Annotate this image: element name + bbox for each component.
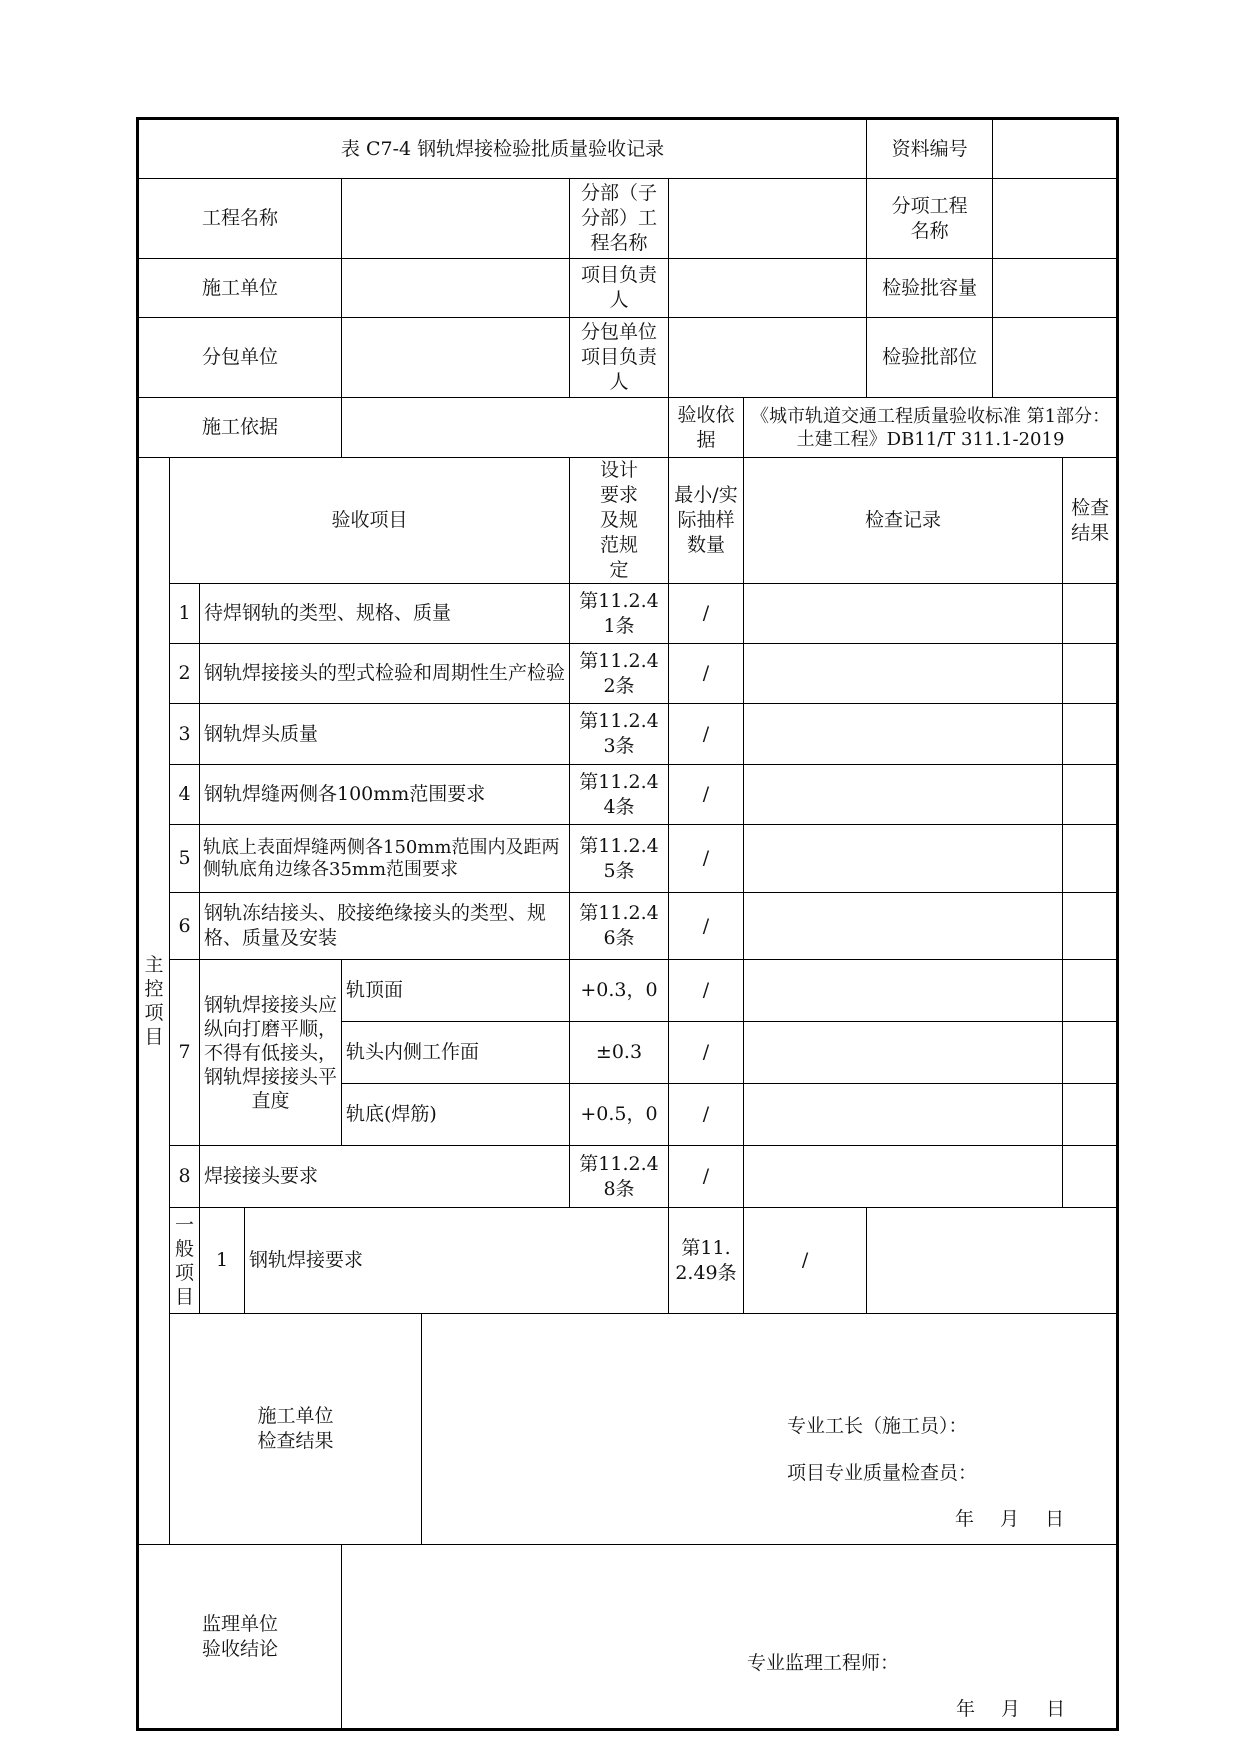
batch-capacity-value[interactable] — [993, 259, 1118, 318]
constructor-check-area[interactable] — [422, 1314, 1118, 1545]
sub-item-req: +0.5，0 — [570, 1084, 669, 1146]
item-sample: / — [669, 584, 744, 644]
item-req: 第11.2.48条 — [570, 1146, 669, 1208]
item-req: 第11.2.45条 — [570, 825, 669, 893]
item-result[interactable] — [1063, 644, 1118, 704]
acceptance-basis-value: 《城市轨道交通工程质量验收标准 第1部分：土建工程》DB11/T 311.1-2019 — [744, 398, 1118, 458]
sub-manager-value[interactable] — [669, 318, 867, 398]
item-result[interactable] — [1063, 765, 1118, 825]
item-record[interactable] — [744, 644, 1063, 704]
project-name-value[interactable] — [342, 179, 570, 259]
month-label: 月 — [1000, 1508, 1020, 1530]
project-manager-value[interactable] — [669, 259, 867, 318]
general-label — [170, 1208, 200, 1314]
item-name: 钢轨焊接要求 — [245, 1208, 669, 1314]
batch-location-label: 检验批部位 — [867, 318, 993, 398]
item-name: 钢轨焊接接头的型式检验和周期性生产检验 — [200, 644, 570, 704]
item-result[interactable] — [1063, 704, 1118, 765]
acceptance-basis-label: 验收依据 — [669, 398, 744, 458]
doc-no-label: 资料编号 — [867, 119, 993, 179]
item-name: 钢轨冻结接头、胶接绝缘接头的类型、规格、质量及安装 — [200, 893, 570, 960]
item-record[interactable] — [744, 893, 1063, 960]
constructor-date[interactable] — [929, 1507, 1064, 1532]
item-req: 第11.2.44条 — [570, 765, 669, 825]
sub-item-req: +0.3，0 — [570, 960, 669, 1022]
item-record[interactable] — [744, 1022, 1063, 1084]
project-manager-label: 项目负责人 — [570, 259, 669, 318]
main-control-text: 主控项目 — [144, 954, 164, 1048]
supervisor-date[interactable] — [930, 1697, 1065, 1722]
item-sample: / — [669, 765, 744, 825]
item-no: 8 — [170, 1146, 200, 1208]
item-no: 6 — [170, 893, 200, 960]
item-no: 3 — [170, 704, 200, 765]
item-record[interactable] — [867, 1208, 1118, 1314]
supervisor-check-label — [138, 1545, 342, 1730]
item7-desc — [200, 960, 342, 1146]
item-name — [200, 825, 570, 893]
item-req: 第11.2.46条 — [570, 893, 669, 960]
constructor-value[interactable] — [342, 259, 570, 318]
constructor-label: 施工单位 — [138, 259, 342, 318]
inspector-signature-label: 项目专业质量检查员： — [787, 1462, 978, 1484]
item-result[interactable] — [1063, 960, 1118, 1022]
item-no: 7 — [170, 960, 200, 1146]
item-name: 钢轨焊缝两侧各100mm范围要求 — [200, 765, 570, 825]
col-sample-header: 最小/实际抽样数量 — [669, 458, 744, 584]
item-name: 待焊钢轨的类型、规格、质量 — [200, 584, 570, 644]
item-req: 第11.2.43条 — [570, 704, 669, 765]
item-record[interactable] — [744, 1084, 1063, 1146]
item-sample: / — [744, 1208, 867, 1314]
doc-no-value[interactable] — [993, 119, 1118, 179]
subcontractor-value[interactable] — [342, 318, 570, 398]
supervisor-check-text: 监理单位验收结论 — [201, 1612, 278, 1660]
constructor-check-label — [170, 1314, 422, 1545]
item-result[interactable] — [1063, 584, 1118, 644]
sub-item-value[interactable] — [993, 179, 1118, 259]
item-no: 1 — [170, 584, 200, 644]
item-result[interactable] — [1063, 1022, 1118, 1084]
general-label-text: 一般项目 — [174, 1213, 194, 1308]
item-result[interactable] — [1063, 1084, 1118, 1146]
item-sample: / — [669, 825, 744, 893]
item-name: 钢轨焊头质量 — [200, 704, 570, 765]
sub-item-label: 分项工程名称 — [867, 179, 993, 259]
item-no: 1 — [200, 1208, 245, 1314]
batch-capacity-label: 检验批容量 — [867, 259, 993, 318]
item-sample: / — [669, 704, 744, 765]
basis-value[interactable] — [342, 398, 669, 458]
item-result[interactable] — [1063, 893, 1118, 960]
col-record-header: 检查记录 — [744, 458, 1063, 584]
item-record[interactable] — [744, 1146, 1063, 1208]
year-label: 年 — [955, 1508, 975, 1530]
sub-division-label: 分部（子分部）工程名称 — [570, 179, 669, 259]
sub-item-sample: / — [669, 960, 744, 1022]
item-no: 5 — [170, 825, 200, 893]
item-req: 第11.2.42条 — [570, 644, 669, 704]
engineer-signature-label: 专业监理工程师： — [747, 1652, 900, 1674]
sub-item-req: ±0.3 — [570, 1022, 669, 1084]
project-name-label: 工程名称 — [138, 179, 342, 259]
col-design-header: 设计要求及规范规定 — [570, 458, 669, 584]
item-result[interactable] — [1063, 1146, 1118, 1208]
item-record[interactable] — [744, 704, 1063, 765]
batch-location-value[interactable] — [993, 318, 1118, 398]
item-result[interactable] — [1063, 825, 1118, 893]
item-sample: / — [669, 893, 744, 960]
day-label: 日 — [1046, 1698, 1066, 1720]
item-record[interactable] — [744, 960, 1063, 1022]
item-no: 2 — [170, 644, 200, 704]
acceptance-record-form — [136, 117, 1119, 1731]
item-no: 4 — [170, 765, 200, 825]
col-result-header: 检查结果 — [1063, 458, 1118, 584]
subcontractor-label: 分包单位 — [138, 318, 342, 398]
sub-item-name: 轨头内侧工作面 — [342, 1022, 570, 1084]
sub-manager-label: 分包单位项目负责人 — [570, 318, 669, 398]
basis-label: 施工依据 — [138, 398, 342, 458]
main-control-label — [138, 458, 170, 1545]
month-label: 月 — [1001, 1698, 1021, 1720]
sub-item-sample: / — [669, 1022, 744, 1084]
year-label: 年 — [956, 1698, 976, 1720]
item-req: 第11.2.49条 — [669, 1208, 744, 1314]
foreman-signature-label: 专业工长（施工员）： — [787, 1415, 968, 1437]
constructor-check-text: 施工单位检查结果 — [257, 1405, 334, 1452]
item-sample: / — [669, 1146, 744, 1208]
sub-division-value[interactable] — [669, 179, 867, 259]
sub-item-name: 轨顶面 — [342, 960, 570, 1022]
item-name: 焊接接头要求 — [200, 1146, 570, 1208]
item-name-text: 轨底上表面焊缝两侧各150mm范围内及距两侧轨底角边缘各35mm范围要求 — [203, 836, 560, 880]
col-item-header: 验收项目 — [170, 458, 570, 584]
item7-desc-text: 钢轨焊接接头应纵向打磨平顺，不得有低接头，钢轨焊接接头平直度 — [203, 993, 337, 1112]
sub-item-sample: / — [669, 1084, 744, 1146]
sub-item-name: 轨底(焊筋) — [342, 1084, 570, 1146]
supervisor-check-area[interactable] — [342, 1545, 1118, 1730]
item-req: 第11.2.41条 — [570, 584, 669, 644]
item-record[interactable] — [744, 825, 1063, 893]
item-record[interactable] — [744, 584, 1063, 644]
day-label: 日 — [1045, 1508, 1065, 1530]
item-sample: / — [669, 644, 744, 704]
item-record[interactable] — [744, 765, 1063, 825]
form-title: 表 C7-4 钢轨焊接检验批质量验收记录 — [138, 119, 867, 179]
